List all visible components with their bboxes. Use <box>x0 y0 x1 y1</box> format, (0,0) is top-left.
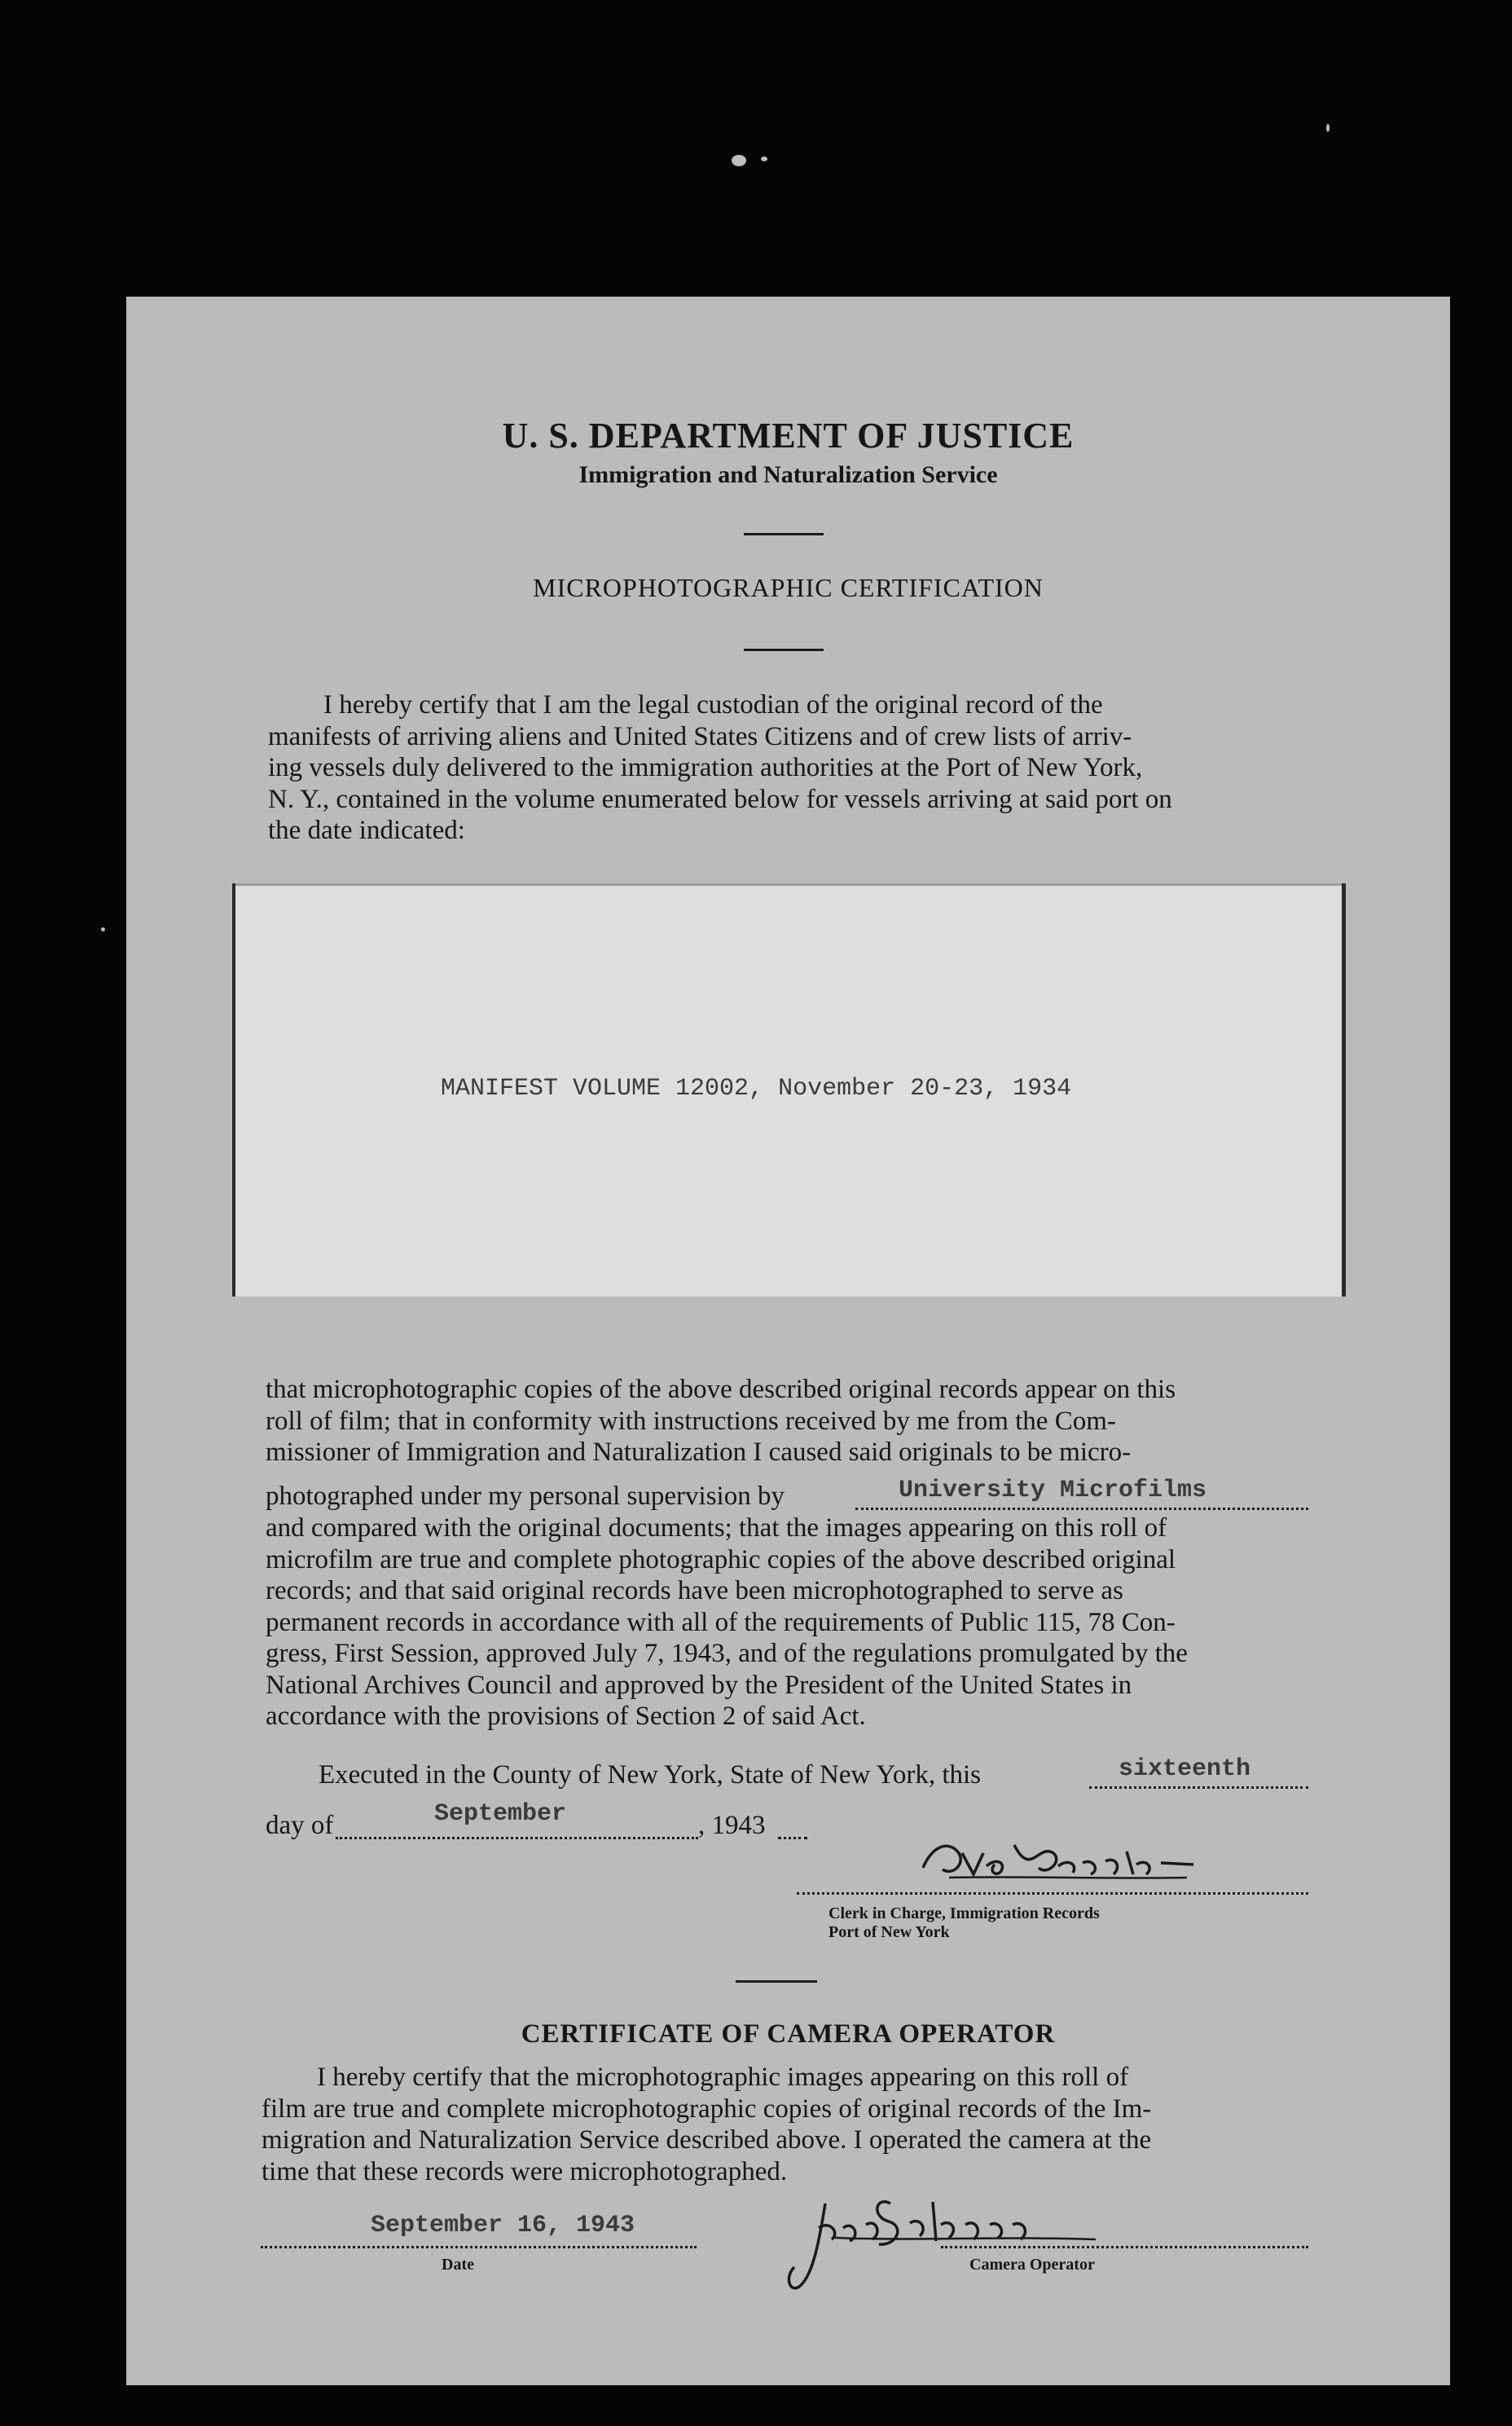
certification-title: MICROPHOTOGRAPHIC CERTIFICATION <box>533 573 1044 602</box>
intro-line: I hereby certify that I am the legal custodian of the original record of the <box>323 690 1103 720</box>
intro-paragraph <box>268 689 1308 847</box>
body-paragraph-bottom <box>266 1512 1308 1733</box>
intro-line: the date indicated: <box>268 816 465 845</box>
clerk-title-line: Port of New York <box>829 1923 950 1941</box>
clerk-title-line: Clerk in Charge, Immigration Records <box>829 1904 1100 1922</box>
month-value: September <box>434 1800 567 1828</box>
intro-line: N. Y., contained in the volume enumerated below for vessels arriving at said port on <box>268 784 1172 814</box>
volume-text: MANIFEST VOLUME 12002, November 20-23, 1934 <box>441 1075 1072 1103</box>
body-line: accordance with the provisions of Section 2 of said Act. <box>266 1702 866 1731</box>
executed-line <box>319 1760 981 1790</box>
camera-line: migration and Naturalization Service described above. I operated the camera at the <box>262 2125 1152 2155</box>
supervision-value: University Microfilms <box>899 1477 1207 1504</box>
camera-line: film are true and complete microphotographic copies of original records of the Im- <box>262 2094 1152 2124</box>
volume-slip <box>232 883 1346 1297</box>
camera-operator-fill-line <box>941 2246 1308 2248</box>
date-label: Date <box>442 2256 474 2274</box>
film-speck <box>101 927 105 931</box>
camera-line: time that these records were microphotographed. <box>262 2156 788 2186</box>
body-line: and compared with the original documents; that the images appearing on this roll of <box>266 1513 1167 1543</box>
date-value: September 16, 1943 <box>371 2212 635 2239</box>
film-speck <box>1326 124 1330 132</box>
body-line: records; and that said original records have been microphotographed to serve as <box>266 1576 1123 1605</box>
supervision-fill-line <box>855 1508 1308 1510</box>
divider <box>744 649 824 651</box>
body-line: gress, First Session, approved July 7, 1943, and of the regulations promulgated by the <box>266 1639 1188 1668</box>
month-fill-line <box>336 1837 698 1839</box>
certificate-page <box>126 297 1450 2385</box>
film-speck <box>732 155 746 166</box>
day-of-label: day of <box>266 1811 334 1840</box>
divider <box>744 533 824 535</box>
body-paragraph-top <box>266 1374 1308 1468</box>
camera-operator-signature <box>762 2171 1104 2293</box>
year-text: , 1943 <box>698 1811 766 1840</box>
clerk-signature-line <box>797 1892 1308 1895</box>
body-line: microfilm are true and complete photographic copies of the above described original <box>266 1544 1176 1574</box>
film-speck <box>761 156 767 161</box>
intro-line: ing vessels duly delivered to the immigration authorities at the Port of New York, <box>268 753 1143 782</box>
body-line: that microphotographic copies of the above described original records appear on this <box>266 1375 1176 1404</box>
date-fill-line <box>261 2246 697 2248</box>
department-heading: U. S. DEPARTMENT OF JUSTICE <box>502 416 1075 456</box>
intro-line: manifests of arriving aliens and United States Citizens and of crew lists of arriv- <box>268 721 1132 751</box>
year-fill-line <box>778 1837 807 1839</box>
day-value: sixteenth <box>1119 1755 1251 1783</box>
body-line: permanent records in accordance with all of the requirements of Public 115, 78 Con- <box>266 1607 1176 1637</box>
clerk-signature <box>916 1829 1308 1894</box>
camera-paragraph <box>262 2062 1309 2187</box>
camera-operator-heading: CERTIFICATE OF CAMERA OPERATOR <box>521 2019 1056 2049</box>
service-subheading: Immigration and Naturalization Service <box>578 461 998 488</box>
day-fill-line <box>1089 1786 1308 1789</box>
divider <box>736 1980 817 1983</box>
supervision-prefix: photographed under my personal supervision by <box>266 1482 785 1511</box>
clerk-title <box>829 1904 1100 1942</box>
body-line: National Archives Council and approved by the President of the United States in <box>266 1670 1132 1700</box>
body-line: roll of film; that in conformity with instructions received by me from the Com- <box>266 1406 1116 1436</box>
camera-operator-label: Camera Operator <box>969 2256 1095 2274</box>
body-line: missioner of Immigration and Naturalization I caused said originals to be micro- <box>266 1438 1132 1467</box>
executed-prefix: Executed in the County of New York, State of New York, this <box>319 1760 982 1790</box>
camera-line: I hereby certify that the microphotographic images appearing on this roll of <box>317 2063 1129 2092</box>
